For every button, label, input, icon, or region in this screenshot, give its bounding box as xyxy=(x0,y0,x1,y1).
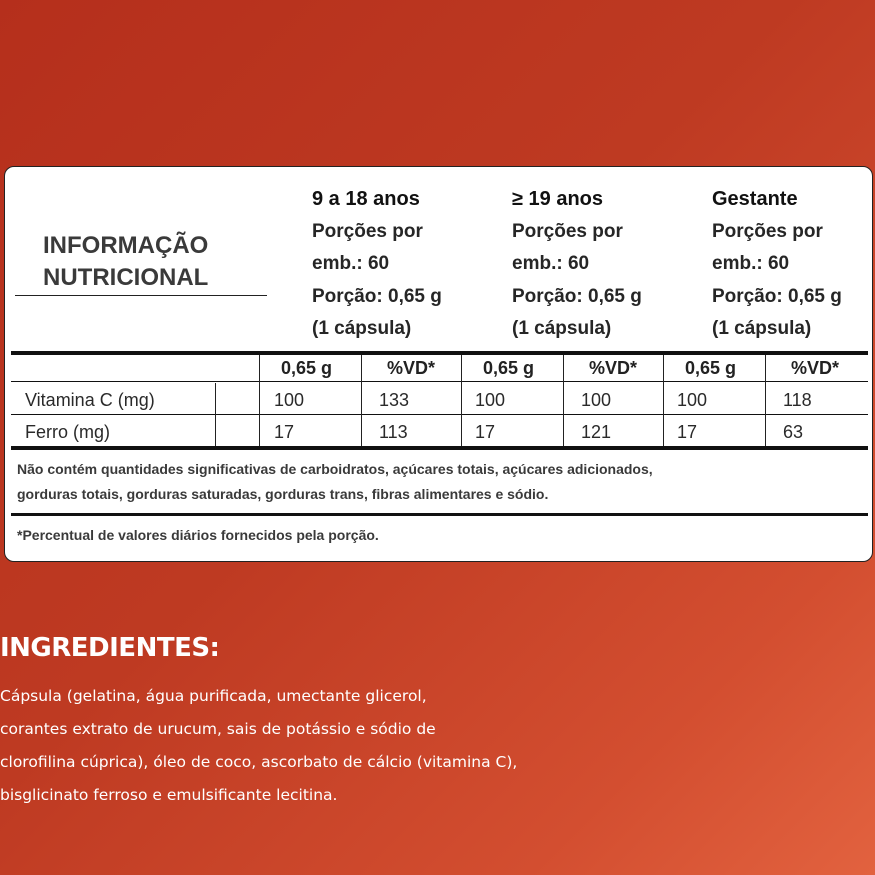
non-significant-note xyxy=(17,457,653,507)
table-top-rule xyxy=(11,351,868,355)
table-header-cell: %VD* xyxy=(589,358,638,378)
ingredients-list xyxy=(0,680,660,812)
ingredients-line: Cápsula (gelatina, água purificada, umectante glicerol, xyxy=(0,687,427,705)
row-label-vitamina-c: Vitamina C (mg) xyxy=(25,390,155,410)
daily-value-footnote: *Percentual de valores diários fornecidos pela porção. xyxy=(17,527,379,543)
group-servings-label: Porções por xyxy=(712,220,823,242)
group-portion: Porção: 0,65 g xyxy=(512,285,642,307)
group-servings-value: emb.: 60 xyxy=(512,253,590,274)
table-row-rule xyxy=(11,414,868,415)
group-head: ≥ 19 anos xyxy=(512,188,604,210)
table-cell: 17 xyxy=(677,422,698,442)
table-divider xyxy=(215,383,216,446)
nutrition-facts-panel xyxy=(4,166,873,562)
note-line: gorduras totais, gorduras saturadas, gorduras trans, fibras alimentares e sódio. xyxy=(17,486,549,502)
table-cell: 17 xyxy=(274,422,295,442)
group-servings-label: Porções por xyxy=(312,220,423,242)
group-servings-label: Porções por xyxy=(512,220,623,242)
table-divider xyxy=(461,355,462,446)
table-header-cell: 0,65 g xyxy=(483,358,535,378)
group-head: Gestante xyxy=(712,188,798,210)
table-cell: 100 xyxy=(274,390,305,410)
group-header-gestante xyxy=(712,183,872,346)
group-header-9-18 xyxy=(312,183,472,346)
table-header-cell: %VD* xyxy=(791,358,840,378)
group-header-19-plus xyxy=(512,183,672,346)
table-divider xyxy=(765,355,766,446)
group-servings-value: emb.: 60 xyxy=(712,253,790,274)
table-divider xyxy=(361,355,362,446)
table-cell: 121 xyxy=(581,422,612,442)
table-divider xyxy=(663,355,664,446)
table-header-rule xyxy=(11,381,868,382)
note-line: Não contém quantidades significativas de carboidratos, açúcares totais, açúcares adicionados, xyxy=(17,461,653,477)
table-header-cell: 0,65 g xyxy=(685,358,737,378)
group-head: 9 a 18 anos xyxy=(312,188,420,210)
title-line-2: NUTRICIONAL xyxy=(43,264,209,291)
table-divider xyxy=(259,355,260,446)
group-portion-unit: (1 cápsula) xyxy=(312,318,412,339)
table-cell: 63 xyxy=(783,422,804,442)
group-portion: Porção: 0,65 g xyxy=(712,285,842,307)
ingredients-line: bisglicinato ferroso e emulsificante lecitina. xyxy=(0,786,338,804)
table-divider xyxy=(563,355,564,446)
table-bottom-rule xyxy=(11,446,868,450)
ingredients-title: INGREDIENTES: xyxy=(0,633,220,663)
group-portion-unit: (1 cápsula) xyxy=(512,318,612,339)
notes-rule xyxy=(11,513,868,516)
table-cell: 118 xyxy=(783,390,812,410)
group-portion-unit: (1 cápsula) xyxy=(712,318,812,339)
title-line-1: INFORMAÇÃO xyxy=(43,232,209,259)
table-cell: 100 xyxy=(475,390,506,410)
table-header-cell: 0,65 g xyxy=(281,358,333,378)
title-underline xyxy=(15,295,267,296)
table-cell: 100 xyxy=(677,390,708,410)
table-header-cell: %VD* xyxy=(387,358,436,378)
nutrition-title xyxy=(43,230,265,294)
table-cell: 100 xyxy=(581,390,612,410)
table-cell: 113 xyxy=(379,422,408,442)
table-cell: 17 xyxy=(475,422,496,442)
table-cell: 133 xyxy=(379,390,410,410)
ingredients-line: clorofilina cúprica), óleo de coco, ascorbato de cálcio (vitamina C), xyxy=(0,753,518,771)
group-servings-value: emb.: 60 xyxy=(312,253,390,274)
row-label-ferro: Ferro (mg) xyxy=(25,422,110,442)
ingredients-line: corantes extrato de urucum, sais de potássio e sódio de xyxy=(0,720,436,738)
group-portion: Porção: 0,65 g xyxy=(312,285,442,307)
